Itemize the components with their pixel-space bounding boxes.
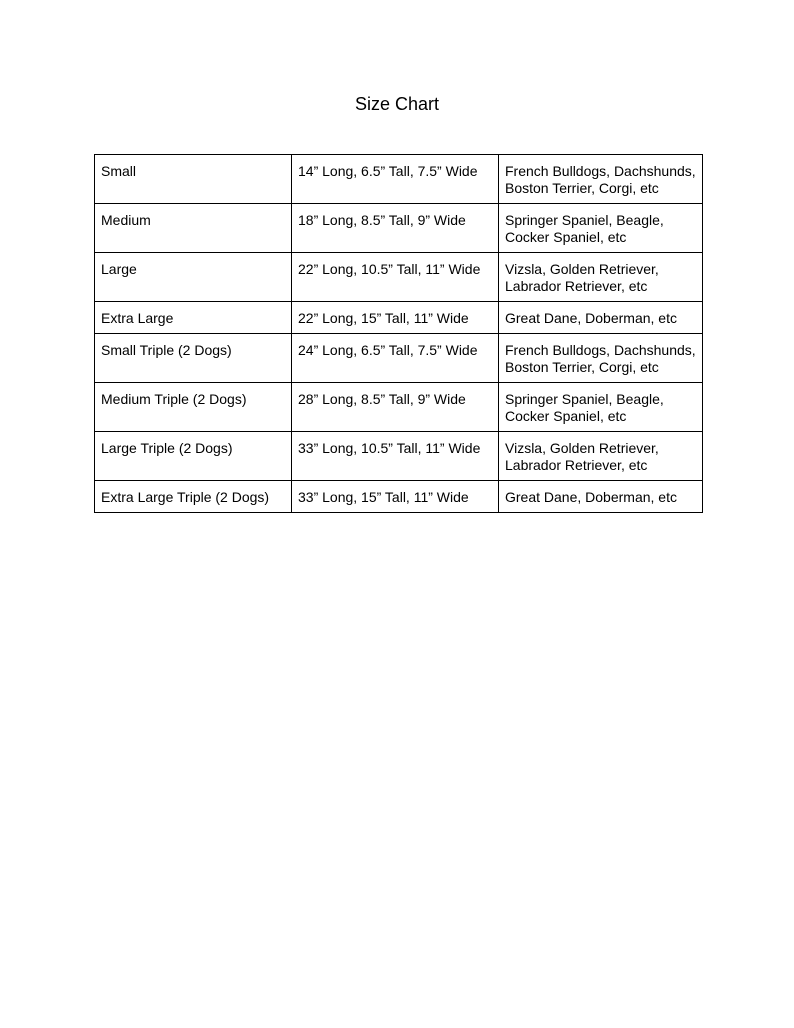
table-row [95, 481, 703, 513]
breeds-cell: Springer Spaniel, Beagle, Cocker Spaniel, etc [499, 204, 703, 253]
size-cell: Small [95, 155, 292, 204]
breeds-cell: French Bulldogs, Dachshunds, Boston Terrier, Corgi, etc [499, 334, 703, 383]
table-row [95, 432, 703, 481]
size-cell: Medium Triple (2 Dogs) [95, 383, 292, 432]
size-cell: Medium [95, 204, 292, 253]
breeds-cell: Vizsla, Golden Retriever, Labrador Retriever, etc [499, 253, 703, 302]
size-cell: Extra Large [95, 302, 292, 334]
table-row [95, 383, 703, 432]
table-row [95, 253, 703, 302]
dimensions-cell: 18” Long, 8.5” Tall, 9” Wide [292, 204, 499, 253]
dimensions-cell: 22” Long, 15” Tall, 11” Wide [292, 302, 499, 334]
page-title: Size Chart [354, 94, 440, 114]
breeds-cell: French Bulldogs, Dachshunds, Boston Terrier, Corgi, etc [499, 155, 703, 204]
breeds-cell: Springer Spaniel, Beagle, Cocker Spaniel, etc [499, 383, 703, 432]
breeds-cell: Great Dane, Doberman, etc [499, 302, 703, 334]
dimensions-cell: 22” Long, 10.5” Tall, 11” Wide [292, 253, 499, 302]
table-row [95, 204, 703, 253]
dimensions-cell: 33” Long, 15” Tall, 11” Wide [292, 481, 499, 513]
dimensions-cell: 33” Long, 10.5” Tall, 11” Wide [292, 432, 499, 481]
size-chart-table [94, 154, 703, 513]
size-cell: Extra Large Triple (2 Dogs) [95, 481, 292, 513]
dimensions-cell: 24” Long, 6.5” Tall, 7.5” Wide [292, 334, 499, 383]
breeds-cell: Vizsla, Golden Retriever, Labrador Retriever, etc [499, 432, 703, 481]
table-row [95, 334, 703, 383]
size-cell: Large Triple (2 Dogs) [95, 432, 292, 481]
breeds-cell: Great Dane, Doberman, etc [499, 481, 703, 513]
dimensions-cell: 28” Long, 8.5” Tall, 9” Wide [292, 383, 499, 432]
size-cell: Small Triple (2 Dogs) [95, 334, 292, 383]
table-row [95, 302, 703, 334]
size-cell: Large [95, 253, 292, 302]
dimensions-cell: 14” Long, 6.5” Tall, 7.5” Wide [292, 155, 499, 204]
table-row [95, 155, 703, 204]
